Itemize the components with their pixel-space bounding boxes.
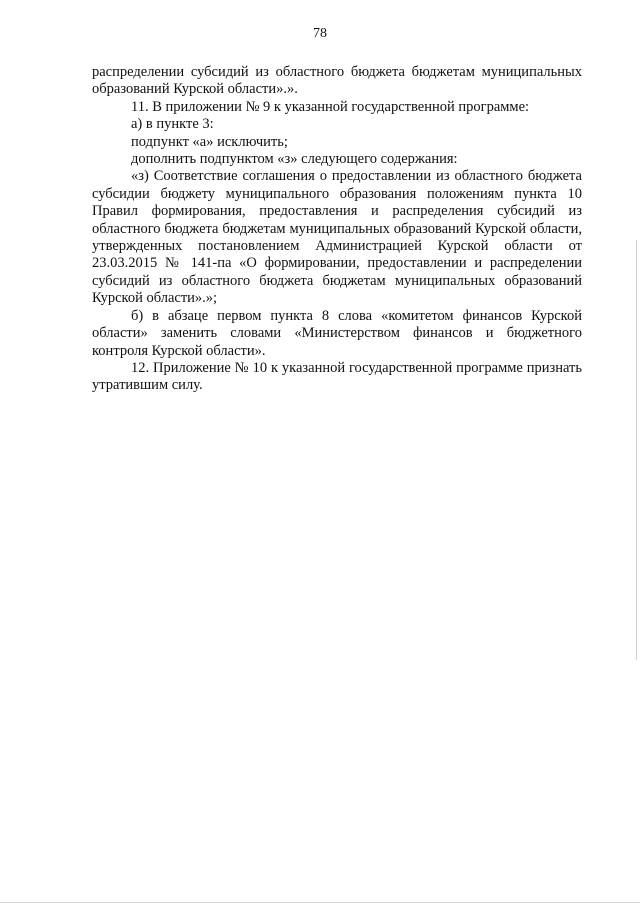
paragraph-subitem-b: б) в абзаце первом пункта 8 слова «комитетом финансов Курской области» заменить словами «Министерством финансов и бюджетного контроля Курской области». bbox=[92, 307, 582, 359]
paragraph-exclude-a: подпункт «а» исключить; bbox=[131, 133, 288, 150]
paragraph-add-z: дополнить подпунктом «з» следующего содержания: bbox=[131, 151, 458, 168]
paragraph-item-12: 12. Приложение № 10 к указанной государственной программе признать утратившим силу. bbox=[92, 359, 582, 394]
paragraph-z-content: «з) Соответствие соглашения о предоставлении из областного бюджета субсидии бюджету муниципального образования положениям пункта 10 Правил формирования, предоставления и распределения субсидий из областного бюджета бюджетам муниципальных образований Курской области, утвержденных постановлением Администрацией Курской области от 23.03.2015 № 141-па «О формировании, предоставлении и распределении субсидий из областного бюджета бюджетам муниципальных образований Курской области».»; bbox=[92, 168, 582, 307]
paragraph-item-11: 11. В приложении № 9 к указанной государственной программе: bbox=[131, 98, 530, 115]
document-body bbox=[92, 64, 582, 395]
paragraph-continuation: распределении субсидий из областного бюджета бюджетам муниципальных образований Курской области».». bbox=[92, 64, 582, 98]
page-number: 78 bbox=[313, 26, 327, 41]
scan-edge-line bbox=[636, 240, 637, 660]
scan-bottom-line bbox=[0, 902, 640, 903]
paragraph-subitem-a: а) в пункте 3: bbox=[131, 116, 214, 133]
